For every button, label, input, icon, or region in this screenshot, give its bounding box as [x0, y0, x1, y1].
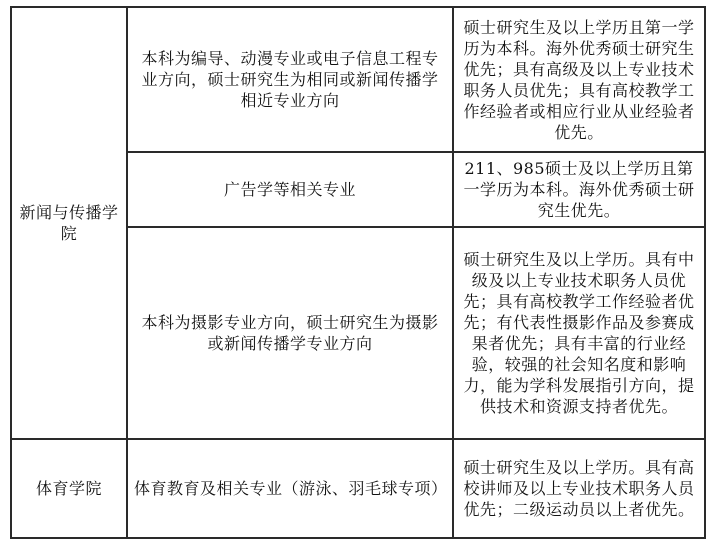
- requirement-cell: 硕士研究生及以上学历且第一学历为本科。海外优秀硕士研究生优先；具有高级及以上专业技术职务人员优先；具有高校教学工作经验者或相应行业从业经验者优先。: [453, 7, 705, 152]
- major-cell: 体育教育及相关专业（游泳、羽毛球专项）: [127, 439, 453, 538]
- college-cell-journalism: 新闻与传播学院: [11, 7, 127, 439]
- requirement-cell: 硕士研究生及以上学历。具有高校讲师及以上专业技术职务人员优先；二级运动员以上者优先。: [453, 439, 705, 538]
- table-row: [11, 7, 705, 152]
- requirement-cell: 211、985硕士及以上学历且第一学历为本科。海外优秀硕士研究生优先。: [453, 152, 705, 227]
- major-cell: 广告学等相关专业: [127, 152, 453, 227]
- major-cell: 本科为摄影专业方向，硕士研究生为摄影或新闻传播学专业方向: [127, 227, 453, 439]
- recruitment-table-frame: [10, 6, 704, 537]
- major-cell: 本科为编导、动漫专业或电子信息工程专业方向，硕士研究生为相同或新闻传播学相近专业方向: [127, 7, 453, 152]
- table-row: [11, 439, 705, 538]
- recruitment-table: [10, 6, 706, 539]
- requirement-cell: 硕士研究生及以上学历。具有中级及以上专业技术职务人员优先；具有高校教学工作经验者优先；有代表性摄影作品及参赛成果者优先；具有丰富的行业经验，较强的社会知名度和影响力，能为学科发展指引方向，提供技术和资源支持者优先。: [453, 227, 705, 439]
- college-cell-sports: 体育学院: [11, 439, 127, 538]
